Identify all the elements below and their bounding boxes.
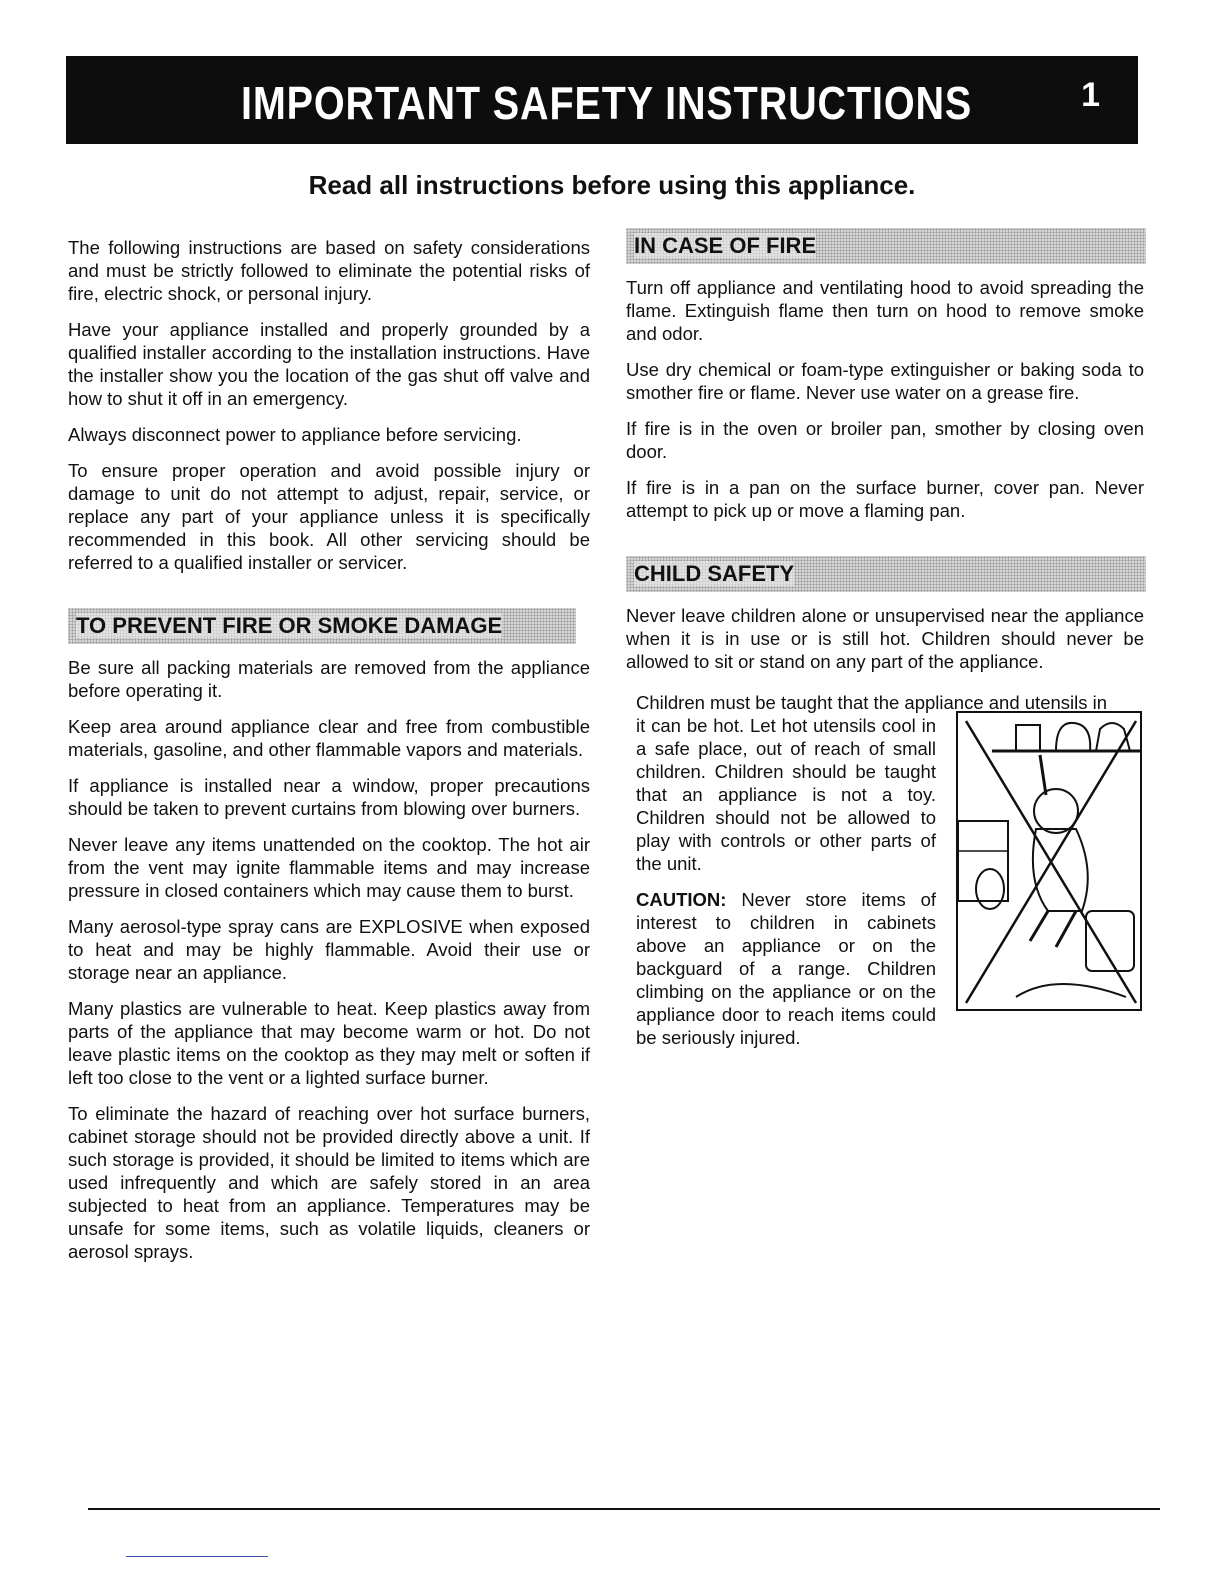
- child-paragraph: Never leave children alone or unsupervised near the appliance when it is in use or is still hot. Children should never be allowed to sit or stand on any part of the appliance.: [626, 605, 1144, 672]
- fire-paragraph: If fire is in the oven or broiler pan, smother by closing oven door.: [626, 418, 1144, 462]
- child-safety-heading: [626, 556, 1146, 592]
- prevent-fire-paragraph: Many aerosol-type spray cans are EXPLOSIVE when exposed to heat and may be highly flammable. Avoid their use or storage near an appliance.: [68, 916, 590, 983]
- prevent-fire-paragraph: Be sure all packing materials are removed from the appliance before operating it.: [68, 657, 590, 701]
- child-paragraph-top: Children must be taught that the appliance and utensils in: [636, 692, 1108, 713]
- intro-paragraph: To ensure proper operation and avoid possible injury or damage to unit do not attempt to adjust, repair, service, or replace any part of your appliance unless it is specifically recommended in this book. All other servicing should be referred to a qualified installer or servicer.: [68, 460, 590, 573]
- prevent-fire-paragraph: Keep area around appliance clear and free from combustible materials, gasoline, and other flammable vapors and materials.: [68, 716, 590, 760]
- child-safety-heading-text: CHILD SAFETY: [634, 561, 795, 586]
- caution-paragraph: [636, 888, 936, 1049]
- right-column: [626, 228, 1144, 1062]
- intro-paragraph: The following instructions are based on safety considerations and must be strictly followed to eliminate the potential risks of fire, electric shock, or personal injury.: [68, 237, 590, 304]
- caution-label: CAUTION:: [636, 889, 727, 910]
- footer-rule: [88, 1508, 1160, 1510]
- caution-text: Never store items of interest to children in cabinets above an appliance or on the backguard of a range. Children climbing on the appliance or on the appliance door to reach items could be seriously injured.: [636, 889, 937, 1048]
- child-warning-block: [626, 691, 1144, 1049]
- corner-rule: [126, 1556, 268, 1557]
- title-bar: [66, 56, 1138, 144]
- prevent-fire-paragraph: To eliminate the hazard of reaching over hot surface burners, cabinet storage should not be provided directly above a unit. If such storage is provided, it should be limited to items which are used infrequently and which are safely stored in an area subjected to heat from an appliance. Temperatures may be unsafe for some items, such as volatile liquids, cleaners or aerosol sprays.: [68, 1103, 590, 1262]
- intro-paragraph: Have your appliance installed and properly grounded by a qualified installer according to the installation instructions. Have the installer show you the location of the gas shut off valve and how to shut it off in an emergency.: [68, 319, 590, 409]
- prevent-fire-heading: [68, 608, 576, 644]
- prevent-fire-heading-text: TO PREVENT FIRE OR SMOKE DAMAGE: [76, 613, 503, 638]
- fire-heading: [626, 228, 1146, 264]
- left-column: [68, 236, 590, 1276]
- subtitle: Read all instructions before using this appliance.: [308, 170, 916, 200]
- fire-paragraph: Turn off appliance and ventilating hood to avoid spreading the flame. Extinguish flame then turn on hood to remove smoke and odor.: [626, 277, 1144, 344]
- prevent-fire-paragraph: Never leave any items unattended on the cooktop. The hot air from the vent may ignite flammable items and may increase pressure in closed containers which may cause them to burst.: [68, 834, 590, 901]
- prevent-fire-paragraph: If appliance is installed near a window, proper precautions should be taken to prevent curtains from blowing over burners.: [68, 775, 590, 819]
- fire-paragraph: Use dry chemical or foam-type extinguisher or baking soda to smother fire or flame. Never use water on a grease fire.: [626, 359, 1144, 403]
- prevent-fire-paragraph: Many plastics are vulnerable to heat. Keep plastics away from parts of the appliance that may become warm or hot. Do not leave plastic items on the cooktop as they may melt or soften if left too close to the vent or a lighted surface burner.: [68, 998, 590, 1088]
- page-title: IMPORTANT SAFETY INSTRUCTIONS: [241, 77, 973, 129]
- fire-heading-text: IN CASE OF FIRE: [634, 233, 817, 258]
- fire-paragraph: If fire is in a pan on the surface burner, cover pan. Never attempt to pick up or move a flaming pan.: [626, 477, 1144, 521]
- page-number: 1: [1081, 76, 1100, 114]
- child-climbing-illustration: [956, 711, 1142, 1011]
- child-paragraph-rest: it can be hot. Let hot utensils cool in a safe place, out of reach of small children. Children should be taught that an appliance is not a toy. Children should not be allowed to play with controls or other parts of the unit.: [636, 715, 936, 874]
- intro-paragraph: Always disconnect power to appliance before servicing.: [68, 424, 522, 445]
